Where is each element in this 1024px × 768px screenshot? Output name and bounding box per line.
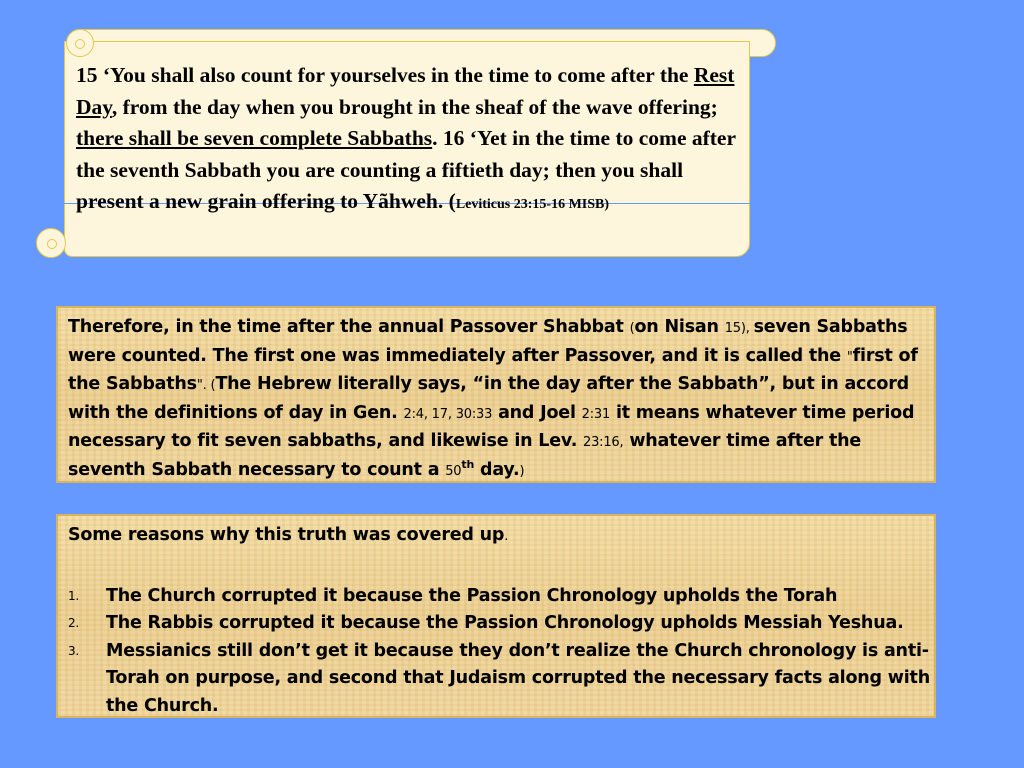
reasons-heading-period: . xyxy=(504,529,509,544)
scroll-curl-bottom xyxy=(36,228,66,258)
list-item xyxy=(68,610,934,638)
explanation-verse-ref: 2:31 xyxy=(581,406,611,422)
scripture-part3: . 16 ‘Yet in the time to come after the seventh Sabbath you are counting a fiftieth day; then you shall present a new grain offering to Yãhweh. ( xyxy=(76,126,736,213)
explanation-text xyxy=(58,308,934,485)
explanation-superscript: th xyxy=(461,457,475,471)
explanation-number: 50 xyxy=(445,463,462,479)
explanation-number: 15 xyxy=(724,321,741,336)
explanation-segment: Therefore, in the time after the annual Passover Shabbat xyxy=(68,317,630,337)
reasons-box xyxy=(56,514,936,718)
explanation-segment: The Hebrew literally says, “in the day after the Sabbath”, but in accord with the definitions of day in Gen. xyxy=(68,374,909,423)
list-item-tail: . xyxy=(212,695,219,716)
explanation-segment: whatever time after the seventh Sabbath necessary to count a xyxy=(68,431,862,480)
explanation-segment: and Joel xyxy=(492,402,582,423)
scroll-curl-top xyxy=(66,29,94,57)
explanation-verse-ref: 2:4, 17, 30:33 xyxy=(403,406,493,422)
list-item xyxy=(68,583,934,611)
explanation-segment: on Nisan xyxy=(634,317,725,337)
explanation-segment: seven Sabbaths were counted. The first one was immediately after Passover, and it is called the xyxy=(68,317,908,366)
list-item-text: The Rabbis corrupted it because the Passion Chronology upholds Messiah Yeshua xyxy=(106,613,898,633)
list-item-text: Messianics still don’t get it because they don’t realize the Church chronology is anti-Torah on purpose, and second that Judaism corrupted the necessary facts along with the Church xyxy=(106,640,930,716)
scripture-reference: Leviticus 23:15-16 MISB) xyxy=(455,197,610,212)
scripture-scroll xyxy=(0,0,1024,270)
scripture-part2: , from the day when you brought in the sheaf of the wave offering; xyxy=(111,94,718,119)
explanation-segment: first of the Sabbaths xyxy=(68,345,918,394)
explanation-segment: it means whatever time period necessary to fit seven sabbaths, and likewise in Lev. xyxy=(68,402,915,451)
explanation-paren: ( xyxy=(629,321,635,336)
explanation-verse-ref: 23:16, xyxy=(583,435,624,450)
scripture-part1: 15 ‘You shall also count for yourselves in the time to come after the xyxy=(76,63,694,87)
explanation-box xyxy=(56,306,936,483)
reasons-list xyxy=(58,583,934,721)
list-item-number: 1. xyxy=(68,588,80,603)
explanation-segment: day. xyxy=(474,459,520,480)
explanation-quote-mark: " xyxy=(846,349,853,365)
reasons-heading xyxy=(58,516,934,551)
explanation-paren: ) xyxy=(519,463,525,479)
explanation-paren: ), xyxy=(740,321,754,336)
explanation-paren: ". ( xyxy=(196,378,216,393)
list-item-number: 3. xyxy=(68,643,80,658)
blank-line xyxy=(58,551,934,583)
seven-sabbaths-underlined: there shall be seven complete Sabbaths xyxy=(76,126,433,150)
list-item-number: 2. xyxy=(68,616,80,630)
reasons-heading-text: Some reasons why this truth was covered up xyxy=(68,525,505,545)
scripture-quote xyxy=(76,60,736,221)
list-item-text: The Church corrupted it because the Passion Chronology upholds the Torah xyxy=(106,585,838,606)
list-item xyxy=(68,638,934,721)
list-item-tail: . xyxy=(897,613,904,633)
rest-day-underlined: Rest Day xyxy=(76,63,735,119)
